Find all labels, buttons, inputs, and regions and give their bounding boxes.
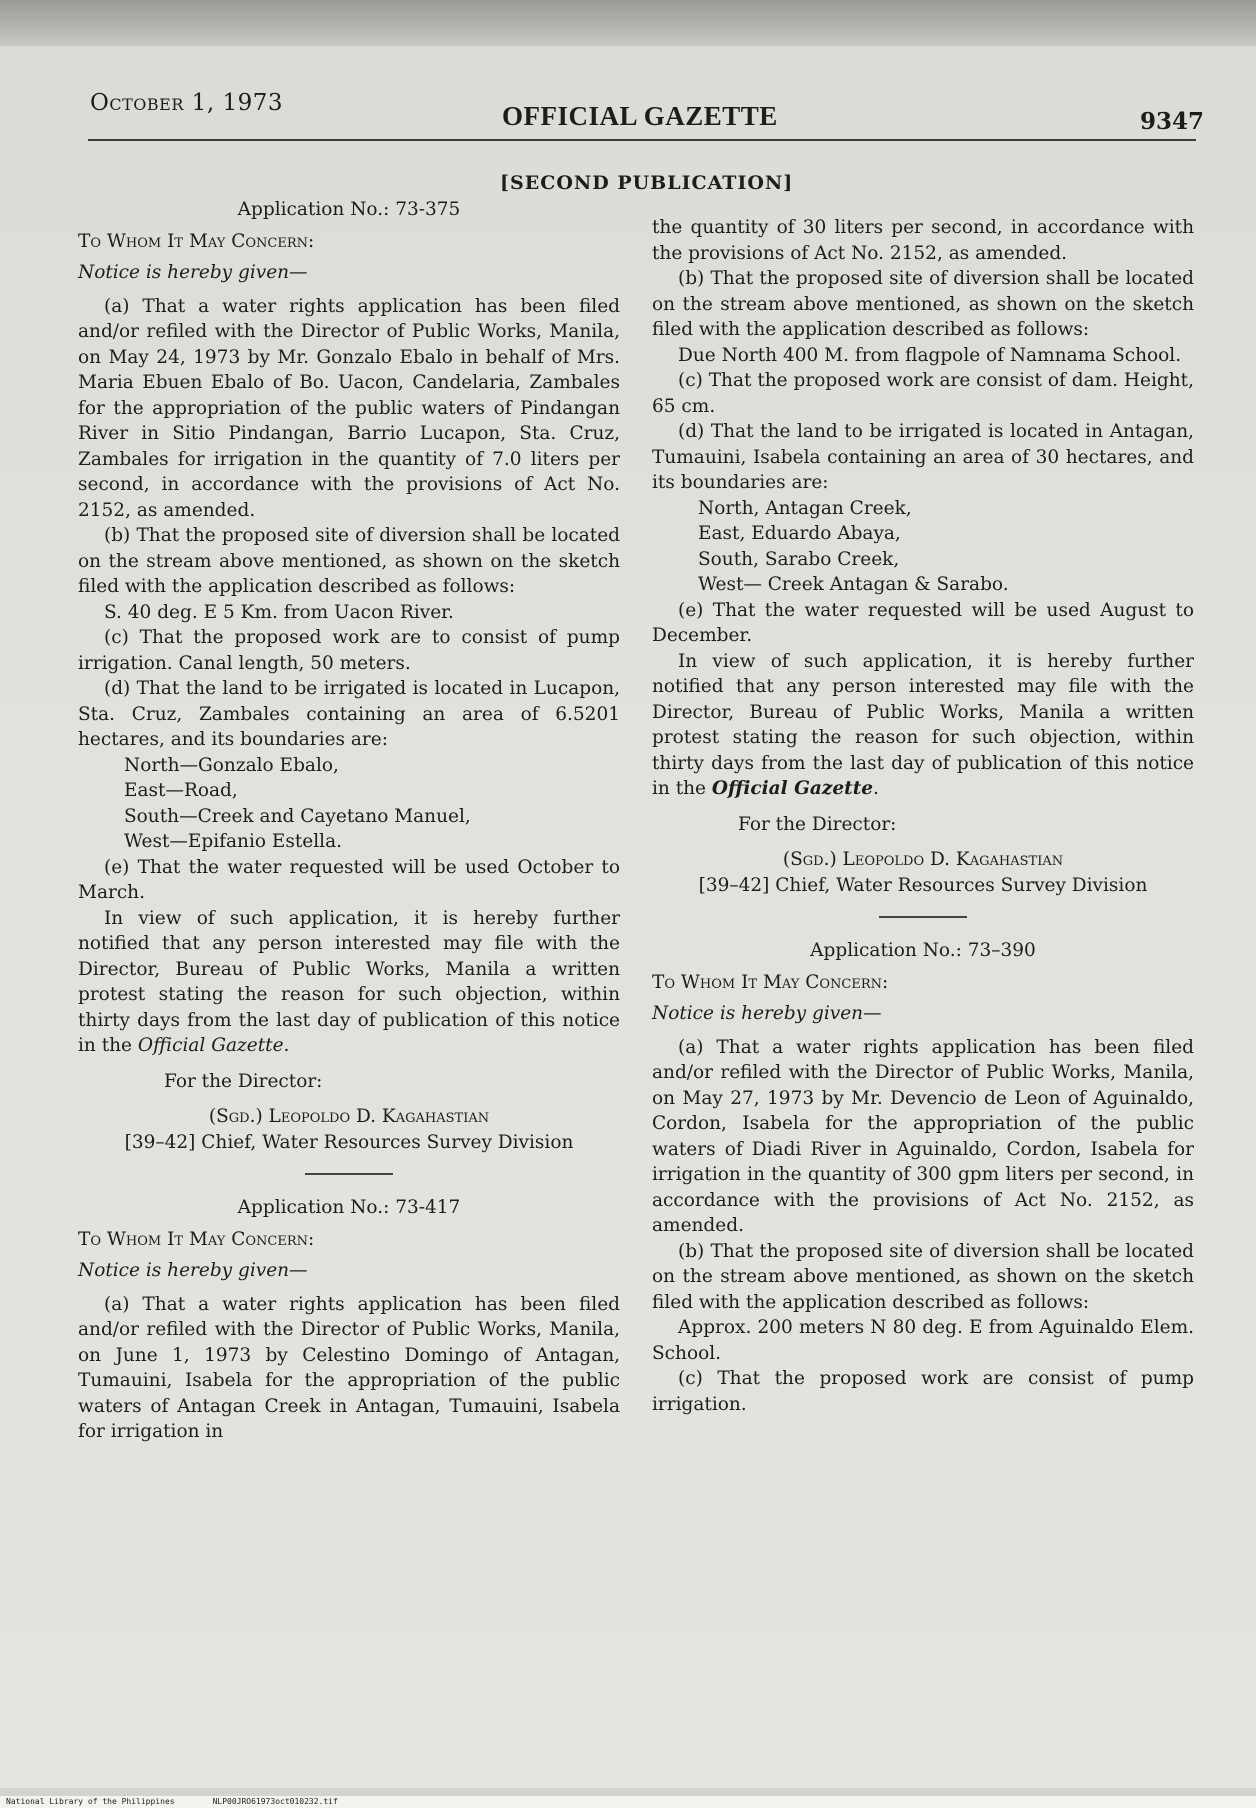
paragraph-c: (c) That the proposed work are consist of dam. Height, 65 cm. <box>652 370 1194 417</box>
notice-line: Notice is hereby given— <box>78 262 308 283</box>
application-number: Application No.: 73–390 <box>810 940 1036 961</box>
paragraph-c: (c) That the proposed work are to consist of pump irrigation. Canal length, 50 meters. <box>78 627 620 674</box>
boundary-west: West—Epifanio Estella. <box>124 831 342 852</box>
gazette-name: Official Gazette <box>711 778 874 799</box>
protest-paragraph: In view of such application, it is hereby further notified that any person interested may file with the Director, Bureau of Public Works, Manila a written protest stating the reason for such objection, within thirty days from the last day of publication of this notice in the Official Gazette. <box>652 650 1194 799</box>
library-label: National Library of the Philippines <box>6 1797 175 1806</box>
signatory-title: [39–42] Chief, Water Resources Survey Division <box>698 874 1148 896</box>
file-name: NLP00JRO61973oct010232.tif <box>212 1797 338 1806</box>
paragraph-a: (a) That a water rights application has been filed and/or refiled with the Director of Public Works, Manila, on May 27, 1973 by Mr. Devencio de Leon of Aguinaldo, Cordon, Isabela for the appropriation of the public waters of Diadi River in Aguinaldo, Cordon, Isabela for irrigation in the quantity of 300 gpm liters per second, in accordance with the provisions of Act No. 2152, as amended. <box>652 1036 1194 1236</box>
publication-label: [SECOND PUBLICATION] <box>500 172 794 194</box>
boundary-north: North, Antagan Creek, <box>698 497 912 519</box>
paragraph-a-continued: the quantity of 30 liters per second, in accordance with the provisions of Act No. 2152, as amended. <box>652 217 1194 264</box>
section-divider <box>879 916 967 918</box>
header-rule <box>88 139 1196 141</box>
gazette-name: Official Gazette <box>137 1035 284 1056</box>
paragraph-b: (b) That the proposed site of diversion shall be located on the stream above mentioned, as shown on the sketch filed with the application described as follows: <box>78 525 620 597</box>
diversion-location: Approx. 200 meters N 80 deg. E from Aguinaldo Elem. School. <box>652 1317 1194 1364</box>
header-title: OFFICIAL GAZETTE <box>502 101 778 131</box>
paragraph-a: (a) That a water rights application has been filed and/or refiled with the Director of Public Works, Manila, on May 24, 1973 by Mr. Gonzalo Ebalo in behalf of Mrs. Maria Ebuen Ebalo of Bo. Uacon, Candelaria, Zambales for the appropriation of the public waters of Pindangan River in Sitio Pindangan, Barrio Lucapon, Sta. Cruz, Zambales for irrigation in the quantity of 7.0 liters per second, in accordance with the provisions of Act No. 2152, as amended. <box>78 295 620 521</box>
to-whom-heading: To Whom It May Concern: <box>652 971 889 993</box>
application-number: Application No.: 73-417 <box>237 1197 461 1218</box>
paragraph-b: (b) That the proposed site of diversion shall be located on the stream above mentioned, as shown on the sketch filed with the application described as follows: <box>652 1240 1194 1313</box>
paragraph-e: (e) That the water requested will be used August to December. <box>652 599 1194 646</box>
boundary-south: South—Creek and Cayetano Manuel, <box>124 805 471 827</box>
for-director: For the Director: <box>738 813 897 835</box>
notice-line: Notice is hereby given— <box>78 1260 308 1281</box>
header-date: October 1, 1973 <box>90 90 283 116</box>
boundary-north: North—Gonzalo Ebalo, <box>124 754 339 776</box>
section-divider <box>305 1173 393 1175</box>
signatory: (Sgd.) Leopoldo D. Kagahastian <box>782 849 1064 870</box>
boundary-west: West— Creek Antagan & Sarabo. <box>698 574 1009 595</box>
left-column <box>78 197 620 1445</box>
header-page-number: 9347 <box>1140 108 1205 135</box>
right-column <box>652 215 1194 1417</box>
to-whom-heading: To Whom It May Concern: <box>78 230 315 252</box>
boundary-east: East, Eduardo Abaya, <box>698 523 901 544</box>
boundary-east: East—Road, <box>124 780 238 801</box>
for-director: For the Director: <box>164 1070 323 1092</box>
application-number: Application No.: 73-375 <box>237 199 461 220</box>
paragraph-e: (e) That the water requested will be used October to March. <box>78 856 620 903</box>
diversion-location: Due North 400 M. from flagpole of Namnama School. <box>678 344 1182 366</box>
paragraph-c: (c) That the proposed work are consist of pump irrigation. <box>652 1368 1194 1415</box>
to-whom-heading: To Whom It May Concern: <box>78 1228 315 1250</box>
scan-top-band <box>0 0 1256 46</box>
protest-paragraph: In view of such application, it is hereby further notified that any person interested may file with the Director, Bureau of Public Works, Manila a written protest stating the reason for such objection, within thirty days from the last day of publication of this notice in the Official Gazette. <box>78 907 620 1056</box>
notice-line: Notice is hereby given— <box>652 1003 882 1024</box>
boundary-south: South, Sarabo Creek, <box>698 548 900 570</box>
paragraph-d: (d) That the land to be irrigated is located in Lucapon, Sta. Cruz, Zambales containing an area of 6.5201 hectares, and its boundaries are: <box>78 678 620 750</box>
signatory: (Sgd.) Leopoldo D. Kagahastian <box>208 1106 490 1127</box>
paragraph-a: (a) That a water rights application has been filed and/or refiled with the Director of Public Works, Manila, on June 1, 1973 by Celestino Domingo of Antagan, Tumauini, Isabela for the appropriation of the public waters of Antagan Creek in Antagan, Tumauini, Isabela for irrigation in <box>78 1293 620 1442</box>
diversion-location: S. 40 deg. E 5 Km. from Uacon River. <box>104 601 454 623</box>
paragraph-d: (d) That the land to be irrigated is located in Antagan, Tumauini, Isabela containing an area of 30 hectares, and its boundaries are: <box>652 421 1194 493</box>
signatory-title: [39–42] Chief, Water Resources Survey Division <box>124 1131 574 1153</box>
scan-footer <box>0 1796 1256 1808</box>
paragraph-b: (b) That the proposed site of diversion shall be located on the stream above mentioned, as shown on the sketch filed with the application described as follows: <box>652 268 1194 340</box>
